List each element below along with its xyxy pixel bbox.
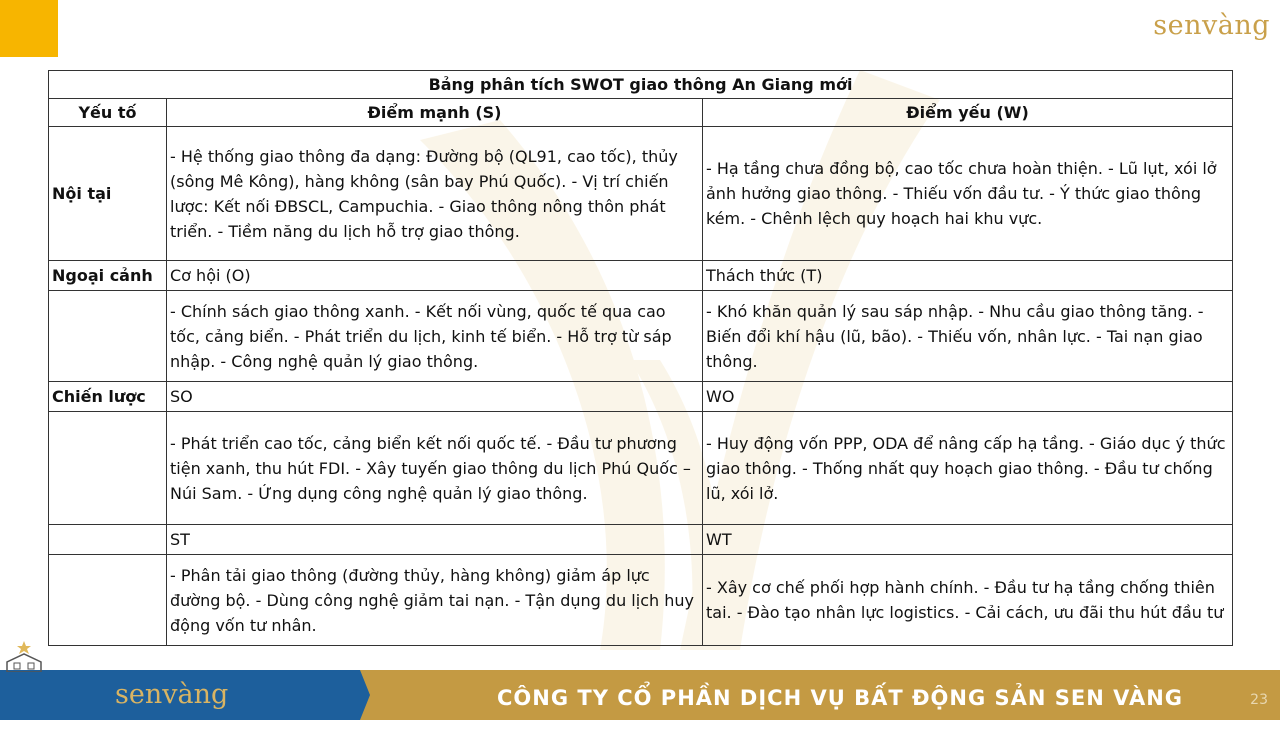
table-row	[49, 382, 1233, 412]
header-factor: Yếu tố	[49, 99, 167, 127]
row-cell: WO	[703, 382, 1233, 412]
row-factor	[49, 555, 167, 646]
row-cell: WT	[703, 525, 1233, 555]
row-factor: Chiến lược	[49, 382, 167, 412]
row-cell: - Phân tải giao thông (đường thủy, hàng không) giảm áp lực đường bộ. - Dùng công nghệ giảm tai nạn. - Tận dụng du lịch huy động vốn tư nhân.	[167, 555, 703, 646]
footer-brand-logo: senvàng	[115, 679, 229, 710]
corner-accent-block	[0, 0, 58, 57]
row-cell: - Chính sách giao thông xanh. - Kết nối vùng, quốc tế qua cao tốc, cảng biển. - Phát triển du lịch, kinh tế biển. - Hỗ trợ từ sáp nhập. - Công nghệ quản lý giao thông.	[167, 291, 703, 382]
table-row	[49, 555, 1233, 646]
table-row	[49, 525, 1233, 555]
table-row	[49, 291, 1233, 382]
footer-bar	[0, 670, 1280, 720]
building-badge-icon	[4, 640, 44, 672]
table-row	[49, 412, 1233, 525]
row-factor	[49, 291, 167, 382]
row-cell: - Hệ thống giao thông đa dạng: Đường bộ (QL91, cao tốc), thủy (sông Mê Kông), hàng không (sân bay Phú Quốc). - Vị trí chiến lược: Kết nối ĐBSCL, Campuchia. - Giao thông nông thôn phát triển. - Tiềm năng du lịch hỗ trợ giao thông.	[167, 127, 703, 261]
row-cell: - Phát triển cao tốc, cảng biển kết nối quốc tế. - Đầu tư phương tiện xanh, thu hút FDI. - Xây tuyến giao thông du lịch Phú Quốc – Núi Sam. - Ứng dụng công nghệ quản lý giao thông.	[167, 412, 703, 525]
row-factor: Nội tại	[49, 127, 167, 261]
row-factor: Ngoại cảnh	[49, 261, 167, 291]
row-factor	[49, 525, 167, 555]
row-cell: ST	[167, 525, 703, 555]
row-cell: - Hạ tầng chưa đồng bộ, cao tốc chưa hoàn thiện. - Lũ lụt, xói lở ảnh hưởng giao thông. - Thiếu vốn đầu tư. - Ý thức giao thông kém. - Chênh lệch quy hoạch hai khu vực.	[703, 127, 1233, 261]
row-cell: Cơ hội (O)	[167, 261, 703, 291]
brand-logo: senvàng	[1153, 10, 1270, 41]
row-cell: Thách thức (T)	[703, 261, 1233, 291]
page-number: 23	[1250, 692, 1268, 708]
header-strengths: Điểm mạnh (S)	[167, 99, 703, 127]
table-row	[49, 261, 1233, 291]
table-header-row	[49, 99, 1233, 127]
row-cell: SO	[167, 382, 703, 412]
footer-company-name: CÔNG TY CỔ PHẦN DỊCH VỤ BẤT ĐỘNG SẢN SEN VÀNG	[497, 686, 1184, 710]
table-title-row	[49, 71, 1233, 99]
row-cell: - Huy động vốn PPP, ODA để nâng cấp hạ tầng. - Giáo dục ý thức giao thông. - Thống nhất quy hoạch giao thông. - Đầu tư chống lũ, xói lở.	[703, 412, 1233, 525]
swot-table	[48, 70, 1233, 646]
table-row	[49, 127, 1233, 261]
header-weaknesses: Điểm yếu (W)	[703, 99, 1233, 127]
row-factor	[49, 412, 167, 525]
row-cell: - Xây cơ chế phối hợp hành chính. - Đầu tư hạ tầng chống thiên tai. - Đào tạo nhân lực logistics. - Cải cách, ưu đãi thu hút đầu tư	[703, 555, 1233, 646]
row-cell: - Khó khăn quản lý sau sáp nhập. - Nhu cầu giao thông tăng. - Biến đổi khí hậu (lũ, bão). - Thiếu vốn, nhân lực. - Tai nạn giao thông.	[703, 291, 1233, 382]
table-title: Bảng phân tích SWOT giao thông An Giang mới	[49, 71, 1233, 99]
